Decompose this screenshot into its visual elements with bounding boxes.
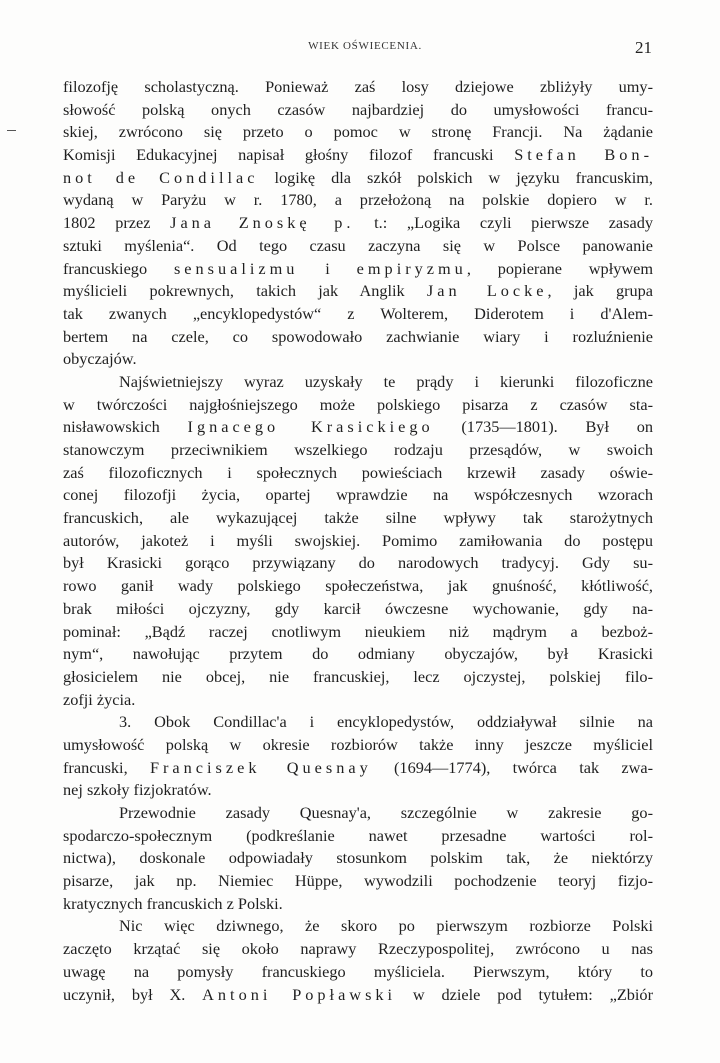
text-line: zofji życia. (63, 689, 136, 709)
text-line: 3. Obok Condillac'a i encyklopedystów, oddziaływał silnie na (119, 712, 653, 732)
spaced-name: Jana Znoskę p. (170, 213, 355, 233)
text-line: not de Condillac logikę dla szkół polskich w języku francuskim, (63, 167, 653, 187)
running-title: WIEK OŚWIECENIA. (308, 40, 422, 52)
spaced-name: Antoni Popławski (202, 984, 397, 1004)
text-line: rowo ganił wady polskiego społeczeństwa, jak gnuśność, kłótliwość, (63, 576, 653, 596)
text-line: wydaną w Paryżu w r. 1780, a przełożoną na polskie dopiero w r. (63, 190, 653, 210)
text-line: nym“, nawołując przytem do odmiany obyczajów, był Krasicki (63, 644, 653, 664)
text-line: uczynił, był X. Antoni Popławski w dziele pod tytułem: „Zbiór (63, 984, 653, 1004)
text-line: zaczęto krzątać się około naprawy Rzeczypospolitej, zwrócono u nas (63, 939, 653, 959)
text-line: nisławowskich Ignacego Krasickiego (1735—1801). Był on (63, 417, 653, 437)
text-line: był Krasicki gorąco przywiązany do narodowych tradycyj. Gdy su- (63, 553, 653, 573)
text-line: Nic więc dziwnego, że skoro po pierwszym rozbiorze Polski (119, 916, 653, 936)
text-line: Przewodnie zasady Quesnay'a, szczególnie w zakresie go- (119, 803, 653, 822)
text-line: filozofję scholastyczną. Ponieważ zaś losy dziejowe zbliżyły umy- (63, 77, 653, 96)
page-number: 21 (635, 38, 652, 57)
text-line: w twórczości najgłośniejszego może polskiego pisarza z czasów sta- (63, 394, 653, 414)
text-line: francuski, Franciszek Quesnay (1694—1774), twórca tak zwa- (63, 757, 653, 777)
text-line: francuskich, ale wykazującej także silne wpływy tak starożytnych (63, 508, 653, 528)
text-line: nictwa), doskonale odpowiadały stosunkom polskim tak, że niektórzy (63, 848, 653, 868)
text-line: Najświetniejszy wyraz uzyskały te prądy i kierunki filozoficzne (119, 371, 653, 391)
text-line: Komisji Edukacyjnej napisał głośny filozof francuski Stefan Bon- (63, 145, 653, 165)
body-text (63, 76, 653, 1006)
text-line: słowość polską onych czasów najbardziej do umysłowości francu- (63, 99, 653, 119)
margin-mark (7, 130, 16, 131)
spaced-name: not de Condillac (63, 167, 259, 187)
text-line: sztuki myślenia“. Od tego czasu zaczyna się w Polsce panowanie (63, 235, 653, 255)
text-line: uwagę na pomysły francuskiego myśliciela. Pierwszym, który to (63, 961, 653, 981)
text-line: tak zwanych „encyklopedystów“ z Wolterem, Diderotem i d'Alem- (63, 303, 653, 323)
spaced-name: Jan Locke (426, 281, 548, 301)
text-line: brak miłości ojczyzny, gdy karcił ówczesne wychowanie, gdy na- (63, 598, 653, 618)
text-line: conej filozofji życia, opartej wprawdzie na współczesnych wzorach (63, 485, 653, 505)
text-line: bertem na czele, co spowodowało zachwianie wiary i rozluźnienie (63, 326, 653, 346)
spaced-term: sensualizmu (173, 258, 299, 278)
text-line: kratycznych francuskich z Polski. (63, 893, 283, 913)
spaced-term: empiryzmu (356, 258, 467, 278)
spaced-name: Ignacego Krasickiego (187, 417, 434, 437)
text-line: 1802 przez Jana Znoskę p. t.: „Logika czyli pierwsze zasady (63, 213, 653, 233)
text-line: myślicieli pokrewnych, takich jak Anglik Jan Locke, jak grupa (63, 281, 653, 301)
text-line: spodarczo-społecznym (podkreślanie nawet przesadne wartości rol- (63, 825, 653, 845)
spaced-name: Franciszek Quesnay (149, 757, 372, 777)
text-line: głosicielem nie obcej, nie francuskiej, lecz ojczystej, polskiej filo- (63, 666, 653, 686)
spaced-name: Stefan Bon- (514, 145, 653, 165)
text-line: autorów, jakoteż i myśli swojskiej. Pomimo zamiłowania do postępu (63, 530, 653, 550)
running-head (78, 38, 652, 58)
text-line: stanowczym przeciwnikiem wszelkiego rodzaju przesądów, w swoich (63, 440, 653, 459)
text-line: zaś filozoficznych i społecznych powieściach krzewił zasady oświe- (63, 462, 653, 482)
text-line: pisarze, jak np. Niemiec Hüppe, wywodzili pochodzenie teoryj fizjo- (63, 871, 653, 891)
text-line: umysłowość polską w okresie rozbiorów także inny jeszcze myśliciel (63, 734, 653, 754)
text-line: pominał: „Bądź raczej cnotliwym nieukiem niż mądrym a bezboż- (63, 621, 653, 641)
text-line: skiej, zwrócono się przeto o pomoc w stronę Francji. Na żądanie (63, 122, 653, 142)
text-line: obyczajów. (63, 349, 137, 369)
text-line: nej szkoły fizjokratów. (63, 780, 212, 800)
text-line: francuskiego sensualizmu i empiryzmu, popierane wpływem (63, 258, 653, 278)
